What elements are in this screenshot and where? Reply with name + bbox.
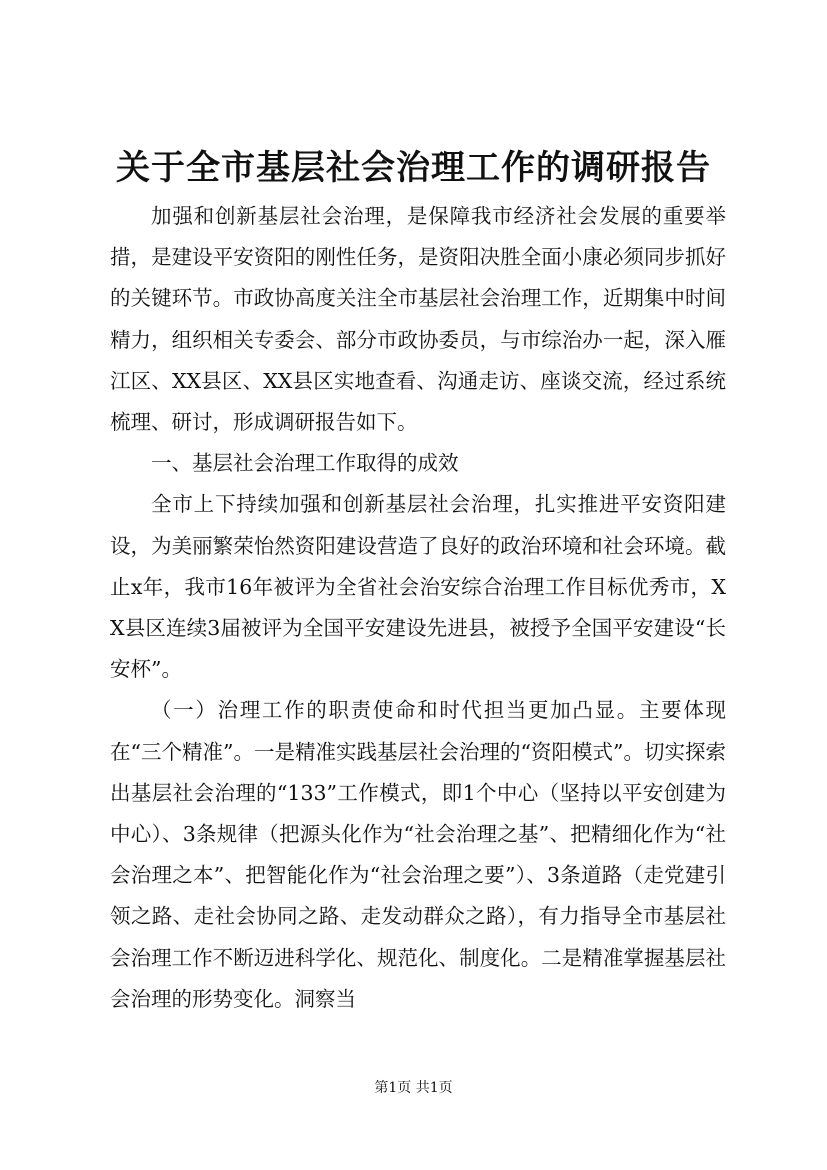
paragraph-achievements: 全市上下持续加强和创新基层社会治理，扎实推进平安资阳建设，为美丽繁荣怡然资阳建设营造了良好的政治环境和社会环境。截止x年，我市16年被评为全省社会治安综合治理工作目标优秀市，XX县区连续3届被评为全国平安建设先进县，被授予全国平安建设“长安杯”。 — [110, 492, 726, 682]
page-number: 第1页 共1页 — [374, 1080, 453, 1096]
paragraph-subsection-one: （一）治理工作的职责使命和时代担当更加凸显。主要体现在“三个精准”。一是精准实践基层社会治理的“资阳模式”。切实探索出基层社会治理的“133”工作模式，即1个中心（坚持以平安创建为中心）、3条规律（把源头化作为“社会治理之基”、把精细化作为“社会治理之本”、把智能化作为“社会治理之要”）、3条道路（走党建引领之路、走社会协同之路、走发动群众之路），有力指导全市基层社会治理工作不断迈进科学化、规范化、制度化。二是精准掌握基层社会治理的形势变化。洞察当 — [110, 698, 726, 1011]
section-heading: 一、基层社会治理工作取得的成效 — [151, 451, 459, 476]
document-title: 关于全市基层社会治理工作的调研报告 — [116, 148, 711, 188]
paragraph-intro: 加强和创新基层社会治理，是保障我市经济社会发展的重要举措，是建设平安资阳的刚性任务，是资阳决胜全面小康必须同步抓好的关键环节。市政协高度关注全市基层社会治理工作，近期集中时间精力，组织相关专委会、部分市政协委员，与市综治办一起，深入雁江区、XX县区、XX县区实地查看、沟通走访、座谈交流，经过系统梳理、研讨，形成调研报告如下。 — [110, 204, 726, 435]
document-body — [110, 196, 726, 1020]
